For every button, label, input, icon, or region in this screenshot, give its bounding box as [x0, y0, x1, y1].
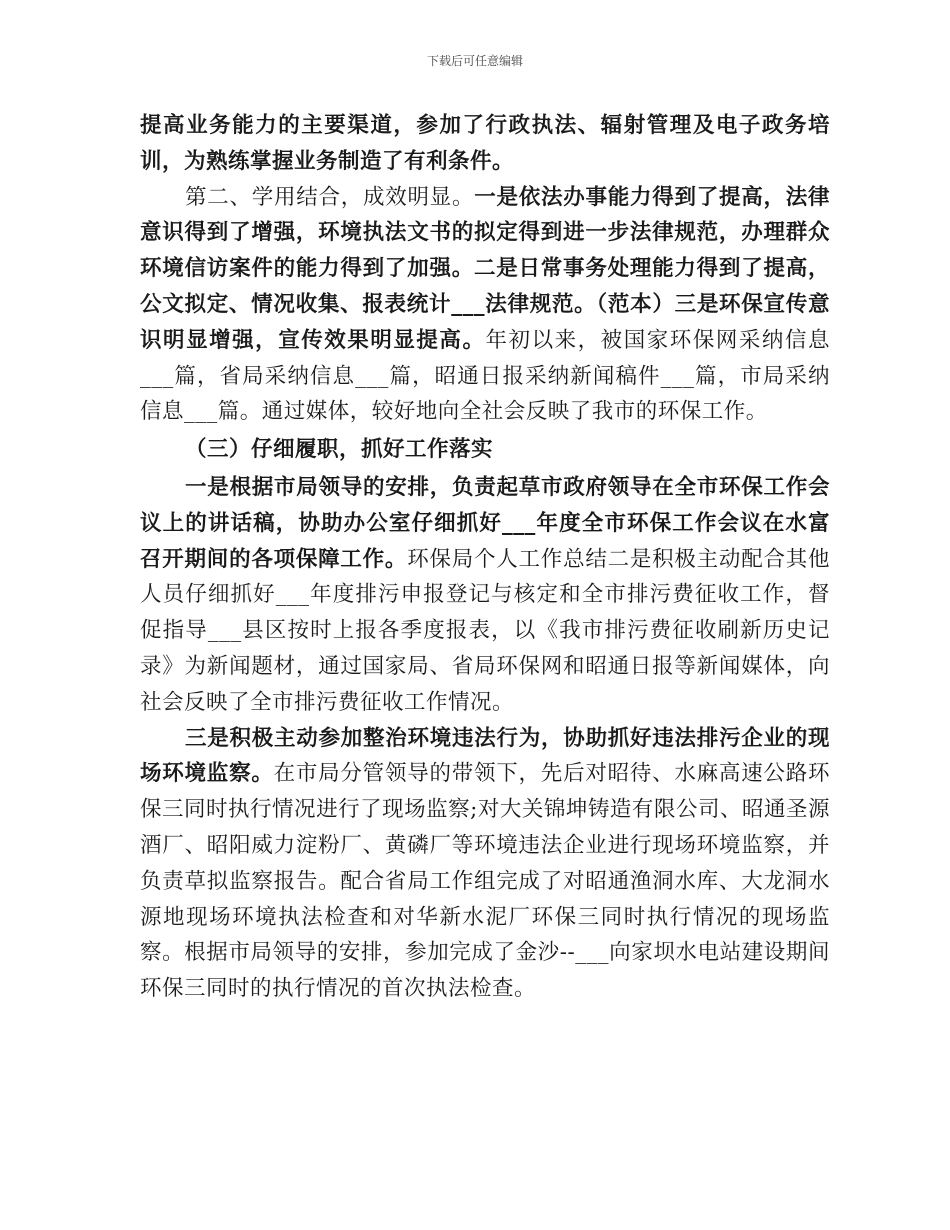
paragraph-3-bold: 一是根据市局领导的安排，负责起草市政府领导在全市环保工作会议上的讲话稿，协助办公室仔细抓好___年度全市环保工作会议在水富召开期间的各项保障工作。: [140, 474, 830, 572]
paragraph-4-regular: 在市局分管领导的带领下，先后对昭待、水麻高速公路环保三同时执行情况进行了现场监察;对大关锦坤铸造有限公司、昭通圣源酒厂、昭阳威力淀粉厂、黄磷厂等环境违法企业进行现场环境监察，并负责草拟监察报告。配合省局工作组完成了对昭通渔洞水库、大龙洞水源地现场环境执法检查和对华新水泥厂环保三同时执行情况的现场监察。根据市局领导的安排，参加完成了金沙--___向家坝水电站建设期间环保三同时的执行情况的首次执法检查。: [140, 761, 830, 1002]
paragraph-3: [140, 470, 830, 721]
document-body: [140, 108, 830, 1007]
paragraph-2-lead: 第二、学用结合，成效明显。: [185, 184, 475, 210]
paragraph-2-regular: 年初以来，被国家环保网采纳信息___篇，省局采纳信息___篇，昭通日报采纳新闻稿件___篇，市局采纳信息___篇。通过媒体，较好地向全社会反映了我市的环保工作。: [140, 327, 830, 425]
page-header: 下载后可任意编辑: [426, 54, 523, 68]
section-heading-text: （三）仔细履职，抓好工作落实: [185, 437, 494, 463]
section-heading: [140, 432, 830, 468]
paragraph-1-bold: 提高业务能力的主要渠道，参加了行政执法、辐射管理及电子政务培训，为熟练掌握业务制造了有利条件。: [140, 113, 830, 174]
paragraph-4-bold: 三是积极主动参加整治环境违法行为，协助抓好违法排污企业的现场环境监察。: [140, 725, 830, 787]
paragraph-4: [140, 721, 830, 1007]
paragraph-2: [140, 180, 830, 431]
paragraph-3-regular: 环保局个人工作总结二是积极主动配合其他人员仔细抓好___年度排污申报登记与核定和全市排污费征收工作，督促指导___县区按时上报各季度报表，以《我市排污费征收刷新历史记录》为新闻题材，通过国家局、省局环保网和昭通日报等新闻媒体，向社会反映了全市排污费征收工作情况。: [140, 546, 830, 715]
paragraph-2-bold: 一是依法办事能力得到了提高，法律意识得到了增强，环境执法文书的拟定得到进一步法律规范，办理群众环境信访案件的能力得到了加强。二是日常事务处理能力得到了提高，公文拟定、情况收集、报表统计___法律规范。（范本）三是环保宣传意识明显增强，宣传效果明显提高。: [140, 184, 830, 353]
paragraph-1: [140, 108, 830, 180]
